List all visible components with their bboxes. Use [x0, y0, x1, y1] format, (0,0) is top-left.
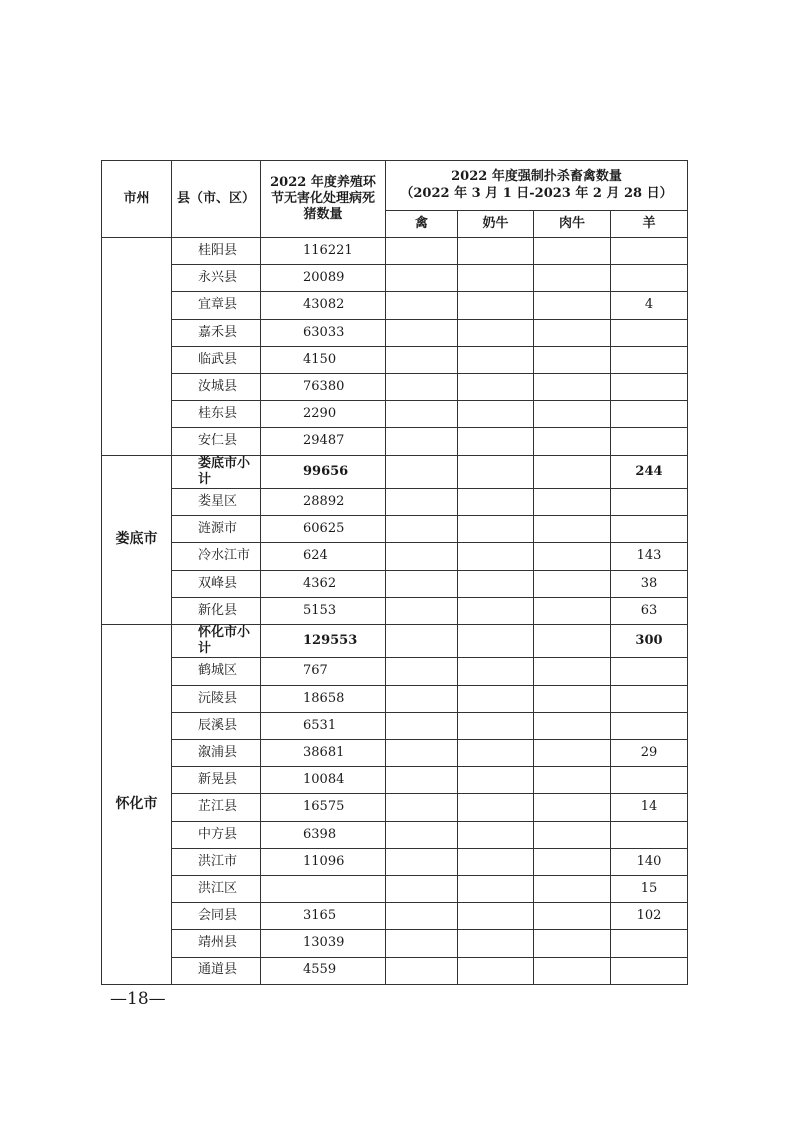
poultry-cell	[386, 957, 458, 984]
table-row	[102, 489, 688, 516]
county-cell: 安仁县	[172, 428, 261, 455]
poultry-cell	[386, 903, 458, 930]
dairy-cell	[458, 740, 534, 767]
pigs-cell: 5153	[261, 597, 386, 624]
dairy-cell	[458, 957, 534, 984]
county-cell: 临武县	[172, 346, 261, 373]
sheep-cell	[611, 489, 688, 516]
sheep-cell: 140	[611, 848, 688, 875]
dairy-cell	[458, 624, 534, 658]
beef-cell	[534, 658, 611, 685]
poultry-cell	[386, 570, 458, 597]
beef-cell	[534, 346, 611, 373]
pigs-cell: 767	[261, 658, 386, 685]
table-row	[102, 658, 688, 685]
county-cell: 桂东县	[172, 401, 261, 428]
beef-cell	[534, 238, 611, 265]
pigs-cell	[261, 875, 386, 902]
poultry-cell	[386, 875, 458, 902]
dairy-cell	[458, 428, 534, 455]
sheep-cell	[611, 238, 688, 265]
pigs-cell: 4362	[261, 570, 386, 597]
pigs-cell: 28892	[261, 489, 386, 516]
sheep-cell: 63	[611, 597, 688, 624]
poultry-cell	[386, 455, 458, 489]
table-row	[102, 848, 688, 875]
dairy-cell	[458, 238, 534, 265]
county-cell: 双峰县	[172, 570, 261, 597]
dairy-cell	[458, 455, 534, 489]
dairy-cell	[458, 821, 534, 848]
sheep-cell	[611, 930, 688, 957]
beef-cell	[534, 712, 611, 739]
county-cell: 冷水江市	[172, 543, 261, 570]
poultry-cell	[386, 489, 458, 516]
pigs-cell: 18658	[261, 685, 386, 712]
header-poultry: 禽	[386, 211, 458, 238]
table-row	[102, 373, 688, 400]
sheep-cell: 143	[611, 543, 688, 570]
poultry-cell	[386, 848, 458, 875]
sheep-cell	[611, 346, 688, 373]
table-row	[102, 957, 688, 984]
dairy-cell	[458, 767, 534, 794]
pigs-cell: 20089	[261, 265, 386, 292]
pigs-cell: 60625	[261, 516, 386, 543]
county-cell: 洪江市	[172, 848, 261, 875]
beef-cell	[534, 597, 611, 624]
pigs-cell: 16575	[261, 794, 386, 821]
county-cell: 宜章县	[172, 292, 261, 319]
county-cell: 嘉禾县	[172, 319, 261, 346]
beef-cell	[534, 428, 611, 455]
header-cull-period: （2022 年 3 月 1 日-2023 年 2 月 28 日）	[400, 185, 673, 201]
sheep-cell: 14	[611, 794, 688, 821]
table-row	[102, 685, 688, 712]
sheep-cell	[611, 319, 688, 346]
county-cell: 永兴县	[172, 265, 261, 292]
header-sheep: 羊	[611, 211, 688, 238]
beef-cell	[534, 543, 611, 570]
county-cell: 会同县	[172, 903, 261, 930]
page-number: —18—	[110, 989, 166, 1009]
subtotal-row	[102, 455, 688, 489]
dairy-cell	[458, 489, 534, 516]
pigs-cell: 43082	[261, 292, 386, 319]
dairy-cell	[458, 903, 534, 930]
sheep-cell	[611, 428, 688, 455]
dairy-cell	[458, 875, 534, 902]
county-cell: 桂阳县	[172, 238, 261, 265]
poultry-cell	[386, 238, 458, 265]
header-cull-title: 2022 年度强制扑杀畜禽数量	[451, 169, 622, 185]
pigs-cell: 4559	[261, 957, 386, 984]
table-row	[102, 821, 688, 848]
county-cell: 娄星区	[172, 489, 261, 516]
beef-cell	[534, 794, 611, 821]
dairy-cell	[458, 543, 534, 570]
county-cell: 通道县	[172, 957, 261, 984]
poultry-cell	[386, 624, 458, 658]
header-city: 市州	[102, 161, 172, 238]
county-cell: 溆浦县	[172, 740, 261, 767]
livestock-table	[101, 160, 688, 985]
poultry-cell	[386, 794, 458, 821]
pigs-cell: 3165	[261, 903, 386, 930]
dairy-cell	[458, 570, 534, 597]
poultry-cell	[386, 597, 458, 624]
pigs-cell: 63033	[261, 319, 386, 346]
pigs-cell: 76380	[261, 373, 386, 400]
poultry-cell	[386, 292, 458, 319]
county-cell: 涟源市	[172, 516, 261, 543]
table-row	[102, 265, 688, 292]
dairy-cell	[458, 373, 534, 400]
beef-cell	[534, 821, 611, 848]
table-row	[102, 570, 688, 597]
beef-cell	[534, 740, 611, 767]
beef-cell	[534, 930, 611, 957]
table-row	[102, 794, 688, 821]
city-cell: 娄底市	[102, 455, 172, 624]
table-row	[102, 930, 688, 957]
header-cull-group	[386, 161, 688, 211]
table-row	[102, 516, 688, 543]
pigs-cell: 6398	[261, 821, 386, 848]
beef-cell	[534, 292, 611, 319]
county-cell: 鹤城区	[172, 658, 261, 685]
pigs-cell: 6531	[261, 712, 386, 739]
table-row	[102, 238, 688, 265]
pigs-cell: 29487	[261, 428, 386, 455]
table-row	[102, 875, 688, 902]
sheep-cell	[611, 712, 688, 739]
header-dairy: 奶牛	[458, 211, 534, 238]
dairy-cell	[458, 346, 534, 373]
subtotal-row	[102, 624, 688, 658]
table-row	[102, 543, 688, 570]
sheep-cell: 29	[611, 740, 688, 767]
dairy-cell	[458, 292, 534, 319]
pigs-cell: 10084	[261, 767, 386, 794]
county-cell: 新化县	[172, 597, 261, 624]
dairy-cell	[458, 265, 534, 292]
poultry-cell	[386, 767, 458, 794]
poultry-cell	[386, 658, 458, 685]
table-row	[102, 428, 688, 455]
table-body	[102, 238, 688, 985]
county-cell: 沅陵县	[172, 685, 261, 712]
sheep-cell	[611, 401, 688, 428]
table-row	[102, 346, 688, 373]
dairy-cell	[458, 794, 534, 821]
sheep-cell	[611, 373, 688, 400]
poultry-cell	[386, 740, 458, 767]
poultry-cell	[386, 516, 458, 543]
pigs-cell: 13039	[261, 930, 386, 957]
table-row	[102, 319, 688, 346]
beef-cell	[534, 265, 611, 292]
table-row	[102, 712, 688, 739]
county-cell: 怀化市小计	[172, 624, 261, 658]
poultry-cell	[386, 265, 458, 292]
table-row	[102, 903, 688, 930]
sheep-cell	[611, 821, 688, 848]
dairy-cell	[458, 597, 534, 624]
poultry-cell	[386, 930, 458, 957]
sheep-cell	[611, 767, 688, 794]
beef-cell	[534, 957, 611, 984]
poultry-cell	[386, 401, 458, 428]
dairy-cell	[458, 712, 534, 739]
county-cell: 汝城县	[172, 373, 261, 400]
beef-cell	[534, 624, 611, 658]
poultry-cell	[386, 319, 458, 346]
county-cell: 娄底市小计	[172, 455, 261, 489]
pigs-cell: 99656	[261, 455, 386, 489]
county-cell: 新晃县	[172, 767, 261, 794]
county-cell: 辰溪县	[172, 712, 261, 739]
table-row	[102, 401, 688, 428]
sheep-cell	[611, 685, 688, 712]
sheep-cell: 300	[611, 624, 688, 658]
beef-cell	[534, 516, 611, 543]
table-row	[102, 597, 688, 624]
pigs-cell: 11096	[261, 848, 386, 875]
county-cell: 洪江区	[172, 875, 261, 902]
header-county: 县（市、区）	[172, 161, 261, 238]
pigs-cell: 38681	[261, 740, 386, 767]
beef-cell	[534, 401, 611, 428]
poultry-cell	[386, 543, 458, 570]
poultry-cell	[386, 712, 458, 739]
beef-cell	[534, 319, 611, 346]
sheep-cell: 4	[611, 292, 688, 319]
sheep-cell: 244	[611, 455, 688, 489]
header-pigs: 2022 年度养殖环节无害化处理病死猪数量	[261, 161, 386, 238]
beef-cell	[534, 455, 611, 489]
beef-cell	[534, 875, 611, 902]
dairy-cell	[458, 658, 534, 685]
pigs-cell: 129553	[261, 624, 386, 658]
dairy-cell	[458, 401, 534, 428]
beef-cell	[534, 848, 611, 875]
beef-cell	[534, 903, 611, 930]
pigs-cell: 624	[261, 543, 386, 570]
dairy-cell	[458, 319, 534, 346]
sheep-cell: 38	[611, 570, 688, 597]
county-cell: 芷江县	[172, 794, 261, 821]
beef-cell	[534, 570, 611, 597]
dairy-cell	[458, 516, 534, 543]
sheep-cell	[611, 658, 688, 685]
sheep-cell	[611, 265, 688, 292]
dairy-cell	[458, 930, 534, 957]
poultry-cell	[386, 428, 458, 455]
poultry-cell	[386, 373, 458, 400]
header-beef: 肉牛	[534, 211, 611, 238]
sheep-cell	[611, 516, 688, 543]
beef-cell	[534, 685, 611, 712]
sheep-cell: 15	[611, 875, 688, 902]
city-cell	[102, 238, 172, 456]
pigs-cell: 2290	[261, 401, 386, 428]
poultry-cell	[386, 685, 458, 712]
beef-cell	[534, 489, 611, 516]
beef-cell	[534, 767, 611, 794]
table-row	[102, 292, 688, 319]
beef-cell	[534, 373, 611, 400]
city-cell: 怀化市	[102, 624, 172, 984]
pigs-cell: 116221	[261, 238, 386, 265]
sheep-cell	[611, 957, 688, 984]
dairy-cell	[458, 848, 534, 875]
county-cell: 靖州县	[172, 930, 261, 957]
sheep-cell: 102	[611, 903, 688, 930]
dairy-cell	[458, 685, 534, 712]
county-cell: 中方县	[172, 821, 261, 848]
table-row	[102, 740, 688, 767]
table-row	[102, 767, 688, 794]
pigs-cell: 4150	[261, 346, 386, 373]
poultry-cell	[386, 821, 458, 848]
poultry-cell	[386, 346, 458, 373]
